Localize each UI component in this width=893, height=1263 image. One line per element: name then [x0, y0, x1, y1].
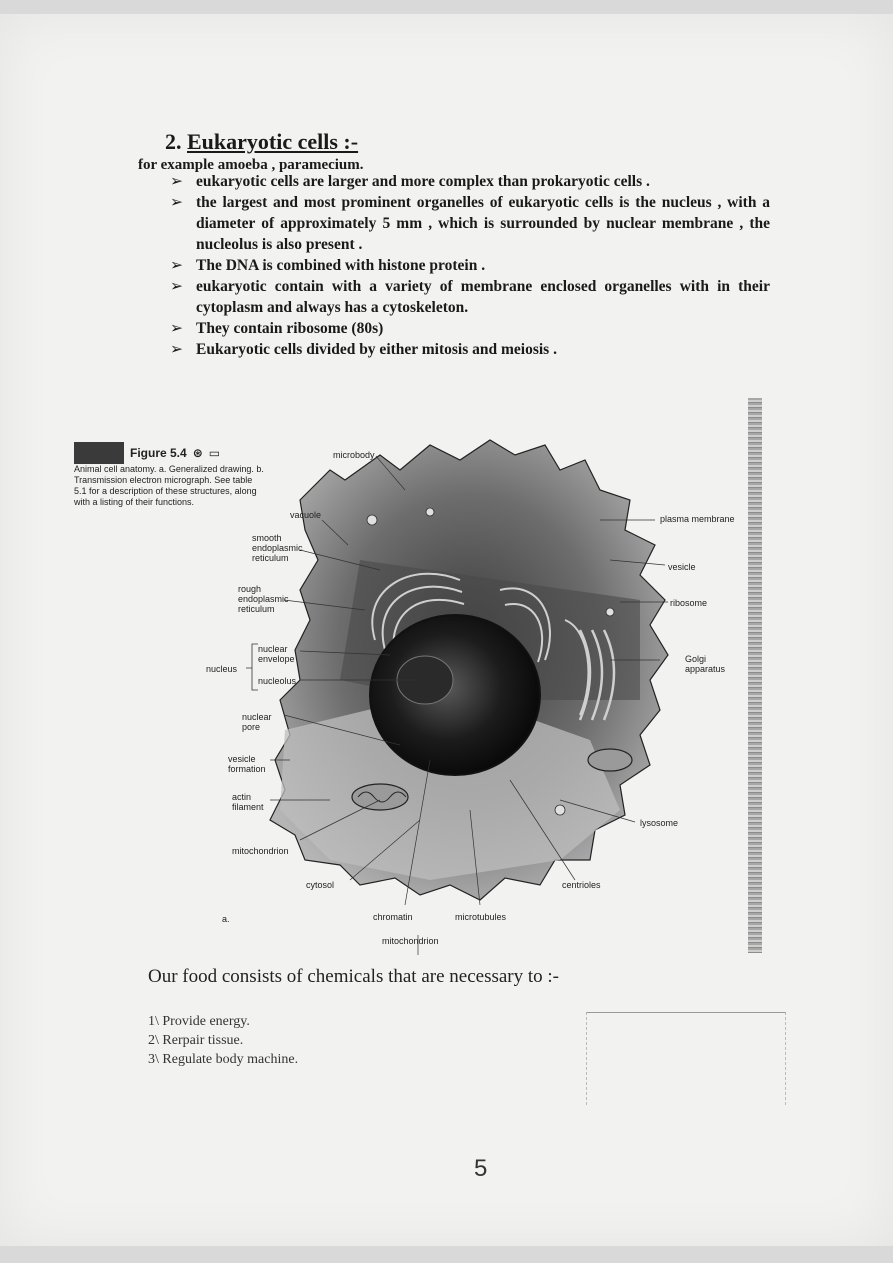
nucleus-bracket — [246, 644, 258, 690]
label-microtubules: microtubules — [455, 912, 507, 922]
arrow-bullet-icon: ➢ — [170, 320, 183, 337]
list-item: ➢ Eukaryotic cells divided by either mitosis and meiosis . — [170, 341, 557, 358]
label-nuclear-envelope: nuclear envelope — [258, 644, 295, 664]
label-vesicle: vesicle — [668, 562, 696, 572]
list-item: ➢ eukaryotic contain with a variety of membrane enclosed organelles with in their cytoplasm and always has a cytoskeleton. — [170, 278, 770, 316]
label-mitochondrion-left: mitochondrion — [232, 846, 289, 856]
figure-caption-text: Animal cell anatomy. a. Generalized drawing. b. Transmission electron micrograph. See table 5.1 for a description of these structures, along with a listing of their functions. — [74, 464, 264, 507]
section-intro: for example amoeba , paramecium. — [138, 157, 364, 173]
label-panel-letter: a. — [222, 914, 230, 924]
list-item: ➢ eukaryotic cells are larger and more complex than prokaryotic cells . — [170, 173, 650, 190]
label-mitochondrion-bottom: mitochondrion — [382, 936, 439, 946]
label-cytosol: cytosol — [306, 880, 335, 890]
label-ribosome: ribosome — [670, 598, 708, 608]
label-vacuole: vacuole — [290, 510, 322, 520]
arrow-bullet-icon: ➢ — [170, 278, 183, 295]
film-icon: ▭ — [208, 445, 221, 460]
food-heading: Our food consists of chemicals that are necessary to :- — [148, 966, 560, 987]
label-actin-filament: actin filament — [232, 792, 264, 812]
food-list — [148, 1012, 298, 1069]
scan-artifact-strip — [748, 398, 762, 953]
label-nuclear-pore: nuclear pore — [242, 712, 272, 732]
list-item: ➢ They contain ribosome (80s) — [170, 320, 384, 337]
list-item: ➢ The DNA is combined with histone protein . — [170, 257, 486, 274]
label-plasma-membrane: plasma membrane — [660, 514, 735, 524]
label-smooth-er: smooth endoplasmic reticulum — [252, 533, 303, 563]
empty-box — [586, 1012, 786, 1105]
arrow-bullet-icon: ➢ — [170, 194, 183, 211]
list-item: 2\ Rerpair tissue. — [148, 1033, 244, 1048]
cd-icon: ⊛ — [192, 445, 203, 460]
list-item: 1\ Provide energy. — [148, 1014, 250, 1029]
label-chromatin: chromatin — [373, 912, 413, 922]
label-centrioles: centrioles — [562, 880, 601, 890]
list-item: ➢ the largest and most prominent organelles of eukaryotic cells is the nucleus , with a diameter of approximately 5 mm , which is surrounded by nuclear membrane , the nucleolus is also present . — [170, 194, 770, 253]
page-number: 5 — [474, 1155, 488, 1182]
label-vesicle-formation: vesicle formation — [228, 754, 266, 774]
document-page — [0, 14, 893, 1246]
nucleus-shape — [370, 615, 540, 775]
list-item: 3\ Regulate body machine. — [148, 1052, 299, 1067]
arrow-bullet-icon: ➢ — [170, 257, 183, 274]
label-microbody: microbody — [333, 450, 375, 460]
label-nucleolus: nucleolus — [258, 676, 297, 686]
section-title: Eukaryotic cells :- — [187, 129, 359, 154]
arrow-bullet-icon: ➢ — [170, 173, 183, 190]
figure-title: Figure 5.4 — [130, 445, 187, 460]
label-nucleus: nucleus — [206, 664, 238, 674]
label-golgi: Golgi apparatus — [685, 654, 726, 674]
arrow-bullet-icon: ➢ — [170, 341, 183, 358]
section-number: 2. — [165, 129, 182, 154]
label-lysosome: lysosome — [640, 818, 679, 828]
label-rough-er: rough endoplasmic reticulum — [238, 584, 289, 614]
